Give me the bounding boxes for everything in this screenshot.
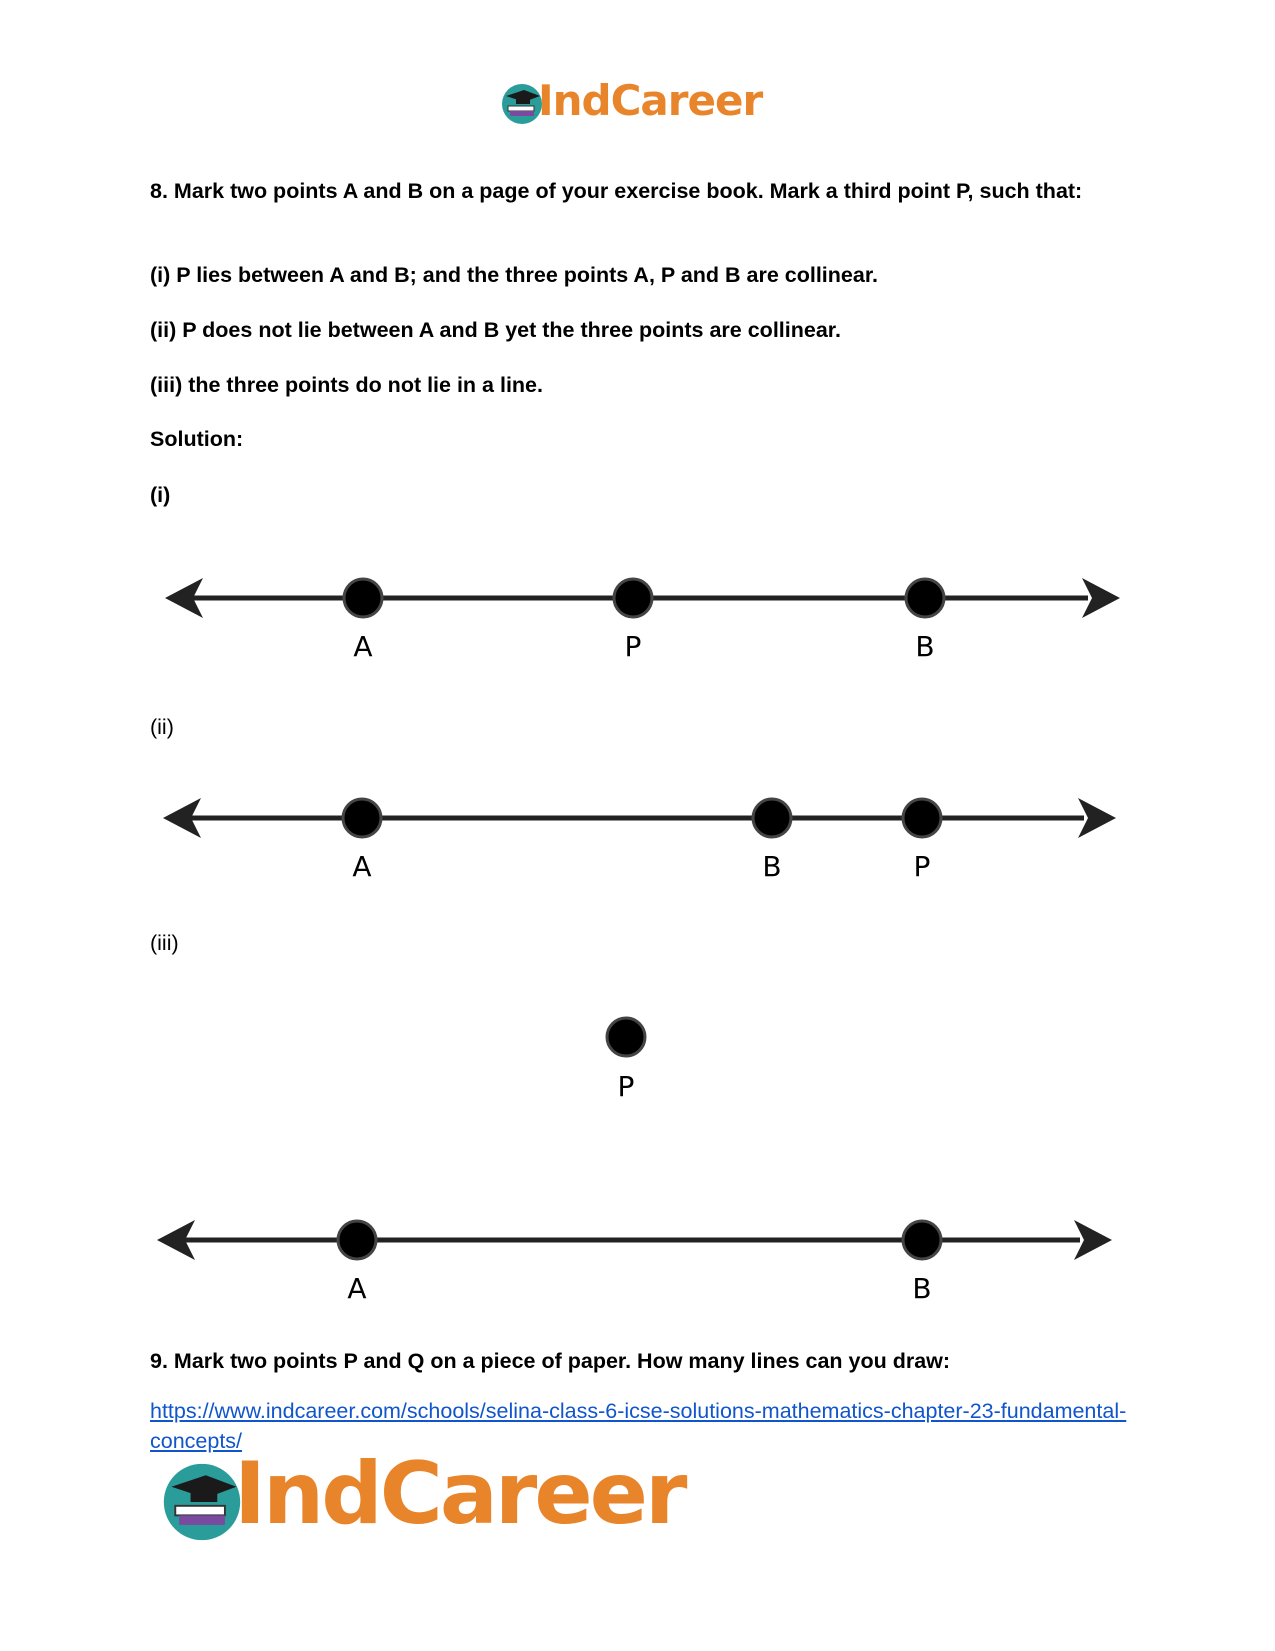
- figure-ii-point-a: [343, 799, 381, 837]
- figure-iii-label-p: P: [617, 1070, 635, 1103]
- footer-logo-text: IndCareer: [234, 1444, 685, 1544]
- figure-ii-label-a: A: [352, 850, 372, 883]
- question-8-part-iii: (iii) the three points do not lie in a line.: [150, 373, 543, 397]
- question-8-part-i: (i) P lies between A and B; and the three points A, P and B are collinear.: [150, 263, 878, 287]
- figure-ii-label-p: P: [913, 850, 931, 883]
- figure-iii-diagram: [150, 1000, 1150, 1340]
- figure-ii-number-line: [150, 780, 1150, 890]
- solution-label-i: (i): [150, 483, 171, 507]
- figure-i-number-line: [150, 560, 1150, 670]
- figure-i-label-b: B: [915, 630, 935, 663]
- solution-heading: Solution:: [150, 427, 244, 451]
- question-8-part-ii: (ii) P does not lie between A and B yet the three points are collinear.: [150, 318, 841, 342]
- footer-logo: [160, 1444, 720, 1552]
- header-logo-text: IndCareer: [538, 76, 763, 125]
- figure-ii-point-p: [903, 799, 941, 837]
- question-8-text: 8. Mark two points A and B on a page of your exercise book. Mark a third point P, such that:: [150, 179, 1083, 203]
- graduation-cap-book-icon: [160, 1460, 244, 1544]
- figure-iii-point-p: [607, 1018, 645, 1056]
- figure-i-point-p: [614, 579, 652, 617]
- figure-iii-point-a: [338, 1221, 376, 1259]
- figure-i-label-a: A: [353, 630, 373, 663]
- figure-ii-label-b: B: [762, 850, 782, 883]
- figure-i-label-p: P: [624, 630, 642, 663]
- solution-label-ii: (ii): [150, 715, 174, 739]
- header-logo: [500, 78, 780, 128]
- solution-label-iii: (iii): [150, 931, 179, 955]
- figure-i-point-b: [906, 579, 944, 617]
- figure-iii-point-b: [903, 1221, 941, 1259]
- figure-iii-label-a: A: [347, 1272, 367, 1305]
- source-link[interactable]: https://www.indcareer.com/schools/selina-class-6-icse-solutions-mathematics-chapter-23-fundamental-concepts/: [150, 1399, 1127, 1453]
- figure-iii-label-b: B: [912, 1272, 932, 1305]
- figure-ii-point-b: [753, 799, 791, 837]
- figure-i-point-a: [344, 579, 382, 617]
- question-9-text: 9. Mark two points P and Q on a piece of paper. How many lines can you draw:: [150, 1349, 951, 1373]
